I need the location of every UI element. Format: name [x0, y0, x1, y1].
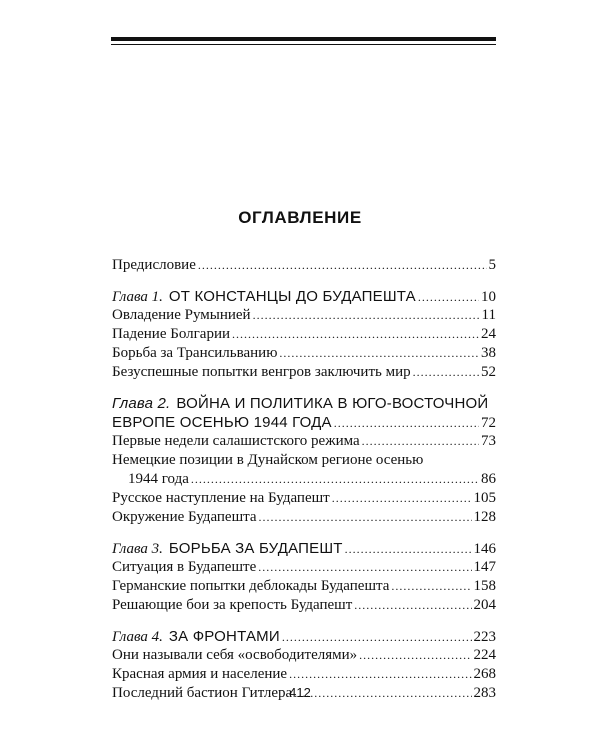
toc-entry[interactable] — [112, 665, 496, 684]
dot-leader — [359, 646, 471, 665]
toc-entry[interactable] — [112, 325, 496, 344]
entry-title: Германские попытки деблокады Будапешта — [112, 578, 390, 594]
toc-entry[interactable] — [112, 646, 496, 665]
entry-page: 105 — [473, 490, 496, 506]
dot-leader — [258, 558, 471, 577]
dot-leader — [334, 414, 479, 433]
dot-leader — [191, 470, 479, 489]
chapter-title-line2: ЕВРОПЕ ОСЕНЬЮ 1944 ГОДА — [112, 414, 332, 431]
entry-page: 11 — [481, 307, 496, 323]
chapter-title: ОТ КОНСТАНЦЫ ДО БУДАПЕШТА — [168, 288, 416, 305]
entry-title: Ситуация в Будапеште — [112, 559, 257, 575]
entry-title-line2: 1944 года — [128, 471, 189, 487]
chapter-heading[interactable] — [112, 627, 496, 646]
entry-page: 223 — [473, 629, 496, 645]
entry-page: 158 — [473, 578, 496, 594]
chapter-title: БОРЬБА ЗА БУДАПЕШТ — [168, 540, 343, 557]
entry-page: 204 — [473, 597, 496, 613]
entry-page: 24 — [481, 326, 496, 342]
toc-entry-preface[interactable] — [112, 256, 496, 275]
entry-title: Решающие бои за крепость Будапешт — [112, 597, 353, 613]
entry-page: 52 — [481, 364, 496, 380]
dot-leader — [354, 596, 471, 615]
entry-page: 73 — [481, 433, 496, 449]
dot-leader — [279, 344, 479, 363]
dot-leader — [282, 628, 472, 647]
dot-leader — [259, 508, 472, 527]
entry-page: 224 — [473, 647, 496, 663]
dot-leader — [362, 432, 479, 451]
chapter-3 — [112, 539, 496, 615]
chapter-heading[interactable] — [112, 287, 496, 306]
table-of-contents — [112, 256, 496, 703]
entry-title: Русское наступление на Будапешт — [112, 490, 330, 506]
entry-page: 268 — [473, 666, 496, 682]
entry-page: 146 — [473, 541, 496, 557]
chapter-heading-line2[interactable] — [112, 413, 496, 432]
entry-page: 128 — [473, 509, 496, 525]
toc-entry[interactable] — [112, 432, 496, 451]
dot-leader — [413, 363, 479, 382]
chapter-number: Глава 1. — [112, 289, 163, 305]
dot-leader — [418, 288, 479, 307]
entry-title: Предисловие — [112, 257, 196, 273]
dot-leader — [253, 306, 480, 325]
toc-entry-multiline[interactable] — [112, 451, 496, 489]
entry-title: Падение Болгарии — [112, 326, 231, 342]
entry-title: Овладение Румынией — [112, 307, 251, 323]
entry-page: 38 — [481, 345, 496, 361]
chapter-title-line1: ВОЙНА И ПОЛИТИКА В ЮГО-ВОСТОЧНОЙ — [176, 395, 489, 412]
entry-title: Безуспешные попытки венгров заключить мир — [112, 364, 411, 380]
chapter-number: Глава 2. — [112, 395, 171, 412]
header-rule-thick — [111, 37, 496, 41]
chapter-heading-line1[interactable] — [112, 394, 496, 413]
toc-entry[interactable] — [112, 508, 496, 527]
dot-leader — [391, 577, 471, 596]
entry-title: Первые недели салашистского режима — [112, 433, 360, 449]
chapter-heading[interactable] — [112, 539, 496, 558]
toc-entry[interactable] — [112, 363, 496, 382]
chapter-title: ЗА ФРОНТАМИ — [168, 628, 280, 645]
dot-leader — [232, 325, 479, 344]
entry-title: Они называли себя «освободителями» — [112, 647, 358, 663]
entry-page: 283 — [473, 685, 496, 701]
toc-entry[interactable] — [112, 489, 496, 508]
toc-entry[interactable] — [112, 306, 496, 325]
toc-entry[interactable] — [112, 577, 496, 596]
header-rule-thin — [111, 44, 496, 45]
toc-entry[interactable] — [112, 596, 496, 615]
dot-leader — [345, 540, 472, 559]
chapter-2 — [112, 394, 496, 527]
entry-page: 86 — [481, 471, 496, 487]
entry-page: 5 — [488, 257, 496, 273]
chapter-number: Глава 3. — [112, 541, 163, 557]
chapter-number: Глава 4. — [112, 629, 163, 645]
entry-title: Борьба за Трансильванию — [112, 345, 278, 361]
dot-leader — [332, 489, 472, 508]
entry-page: 147 — [473, 559, 496, 575]
entry-page: 72 — [481, 415, 496, 431]
entry-page: 10 — [481, 289, 496, 305]
entry-title: Окружение Будапешта — [112, 509, 257, 525]
entry-title-line1: Немецкие позиции в Дунайском регионе осенью — [112, 452, 424, 468]
dot-leader — [289, 665, 471, 684]
toc-entry[interactable] — [112, 558, 496, 577]
chapter-1 — [112, 287, 496, 382]
toc-heading: ОГЛАВЛЕНИЕ — [238, 208, 362, 227]
page-number: 412 — [289, 685, 311, 700]
toc-entry[interactable] — [112, 344, 496, 363]
dot-leader — [198, 256, 487, 275]
entry-title: Красная армия и население — [112, 666, 288, 682]
entry-title: Последний бастион Гитлера — [112, 685, 293, 701]
